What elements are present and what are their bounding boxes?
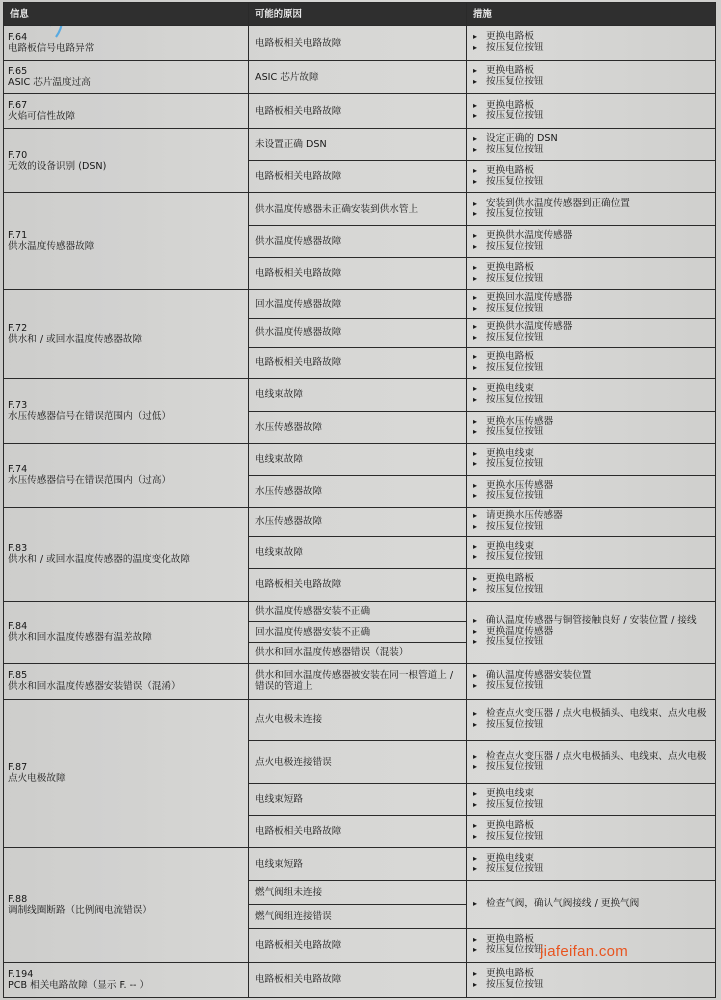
fault-title: 供水和回水温度传感器有温差故障 [8,632,152,644]
action-item: ▸ 按压复位按钮 [473,274,713,285]
info-cell [4,94,249,129]
fault-code-table [3,2,716,998]
action-item: ▸ 按压复位按钮 [473,491,713,502]
info-cell [4,61,249,94]
action-item: ▸ 更换电路板 [473,821,713,832]
action-item: ▸ 更换水压传感器 [473,417,713,428]
fault-code: F.71 [8,230,28,242]
action-item: ▸ 按压复位按钮 [473,762,713,773]
table-header-row [4,3,716,26]
cause-cell: 电路板相关电路故障 [249,816,467,848]
fault-code: F.67 [8,100,28,112]
table-row [4,601,716,622]
fault-code: F.65 [8,66,28,78]
action-item: ▸ 更换电路板 [473,32,713,43]
fault-code: F.84 [8,621,28,633]
action-cell [467,663,716,699]
action-cell [467,881,716,928]
info-cell [4,507,249,601]
action-item: ▸ 按压复位按钮 [473,145,713,156]
action-item: ▸ 按压复位按钮 [473,585,713,596]
info-cell [4,378,249,443]
cause-cell: 电线束故障 [249,443,467,475]
info-cell [4,443,249,507]
action-item: ▸ 按压复位按钮 [473,77,713,88]
fault-code: F.194 [8,968,34,980]
action-cell [467,378,716,411]
table-row [4,290,716,319]
action-cell [467,536,716,568]
info-cell [4,26,249,61]
cause-cell: 供水和回水温度传感器错误（混装） [249,642,467,663]
action-item: ▸ 按压复位按钮 [473,304,713,315]
action-cell [467,507,716,536]
action-cell [467,568,716,601]
watermark-text: jiafeifan.com [540,943,629,960]
action-item: ▸ 更换电线束 [473,542,713,553]
info-cell [4,962,249,997]
table-row [4,94,716,129]
fault-code: F.73 [8,399,28,411]
fault-title: 电路板信号电路异常 [8,43,95,55]
action-item: ▸ 更换电线束 [473,854,713,865]
action-item: ▸ 按压复位按钮 [473,832,713,843]
action-item: ▸ 安装到供水温度传感器到正确位置 [473,199,713,210]
action-item: ▸ 按压复位按钮 [473,333,713,344]
action-item: ▸ 更换电路板 [473,969,713,980]
fault-title: 水压传感器信号在错误范围内（过低） [8,410,172,422]
action-item: ▸ 按压复位按钮 [473,800,713,811]
action-item: ▸ 更换电路板 [473,352,713,363]
action-item: ▸ 按压复位按钮 [473,242,713,253]
action-cell [467,161,716,193]
fault-code: F.87 [8,762,28,774]
cause-cell: 供水温度传感器故障 [249,226,467,258]
cause-cell: 电路板相关电路故障 [249,258,467,290]
action-cell [467,699,716,740]
cause-cell: 供水温度传感器未正确安装到供水管上 [249,193,467,226]
table-row [4,507,716,536]
fault-code: F.70 [8,149,28,161]
action-cell [467,740,716,783]
cause-cell: 燃气阀组未连接 [249,881,467,905]
action-cell [467,226,716,258]
action-item: ▸ 按压复位按钮 [473,177,713,188]
action-item: ▸ 更换供水温度传感器 [473,231,713,242]
cause-cell: 电路板相关电路故障 [249,928,467,962]
action-item: ▸ 按压复位按钮 [473,864,713,875]
fault-code: F.72 [8,322,28,334]
cause-cell: 电线束短路 [249,848,467,881]
action-cell [467,962,716,997]
table-row [4,848,716,881]
action-item: ▸ 按压复位按钮 [473,459,713,470]
action-item: ▸ 按压复位按钮 [473,522,713,533]
action-item: ▸ 更换电路板 [473,166,713,177]
info-cell [4,193,249,290]
cause-cell: 电线束故障 [249,378,467,411]
action-cell [467,411,716,443]
action-item: ▸ 更换电路板 [473,66,713,77]
fault-title: PCB 相关电路故障（显示 F. -- ） [8,979,150,991]
action-cell [467,26,716,61]
table-row [4,663,716,699]
fault-title: 供水和 / 或回水温度传感器故障 [8,333,143,345]
cause-cell: 电路板相关电路故障 [249,962,467,997]
action-item: ▸ 按压复位按钮 [473,427,713,438]
fault-title: 供水和回水温度传感器安装错误（混淆） [8,681,181,693]
cause-cell: 水压传感器故障 [249,507,467,536]
action-item: ▸ 按压复位按钮 [473,980,713,991]
action-item: ▸ 按压复位按钮 [473,209,713,220]
action-item: ▸ 确认温度传感器与铜管接触良好 / 安装位置 / 接线 [473,616,713,627]
action-item: ▸ 检查点火变压器 / 点火电极插头、电线束、点火电极 [473,752,713,763]
action-item: ▸ 请更换水压传感器 [473,511,713,522]
cause-cell: 燃气阀组连接错误 [249,905,467,929]
action-item: ▸ 更换回水温度传感器 [473,293,713,304]
action-item: ▸ 更换电线束 [473,384,713,395]
cause-cell: 电路板相关电路故障 [249,26,467,61]
cause-cell: 水压传感器故障 [249,475,467,507]
action-cell [467,61,716,94]
fault-code: F.64 [8,32,28,44]
fault-title: 供水温度传感器故障 [8,241,95,253]
fault-title: 点火电极故障 [8,773,66,785]
fault-title: 调制线圈断路（比例阀电流错误） [8,905,152,917]
action-item: ▸ 按压复位按钮 [473,637,713,648]
action-cell [467,129,716,161]
action-item: ▸ 更换供水温度传感器 [473,322,713,333]
action-item: ▸ 设定正确的 DSN [473,134,713,145]
action-item: ▸ 检查点火变压器 / 点火电极插头、电线束、点火电极 [473,709,713,720]
info-cell [4,129,249,193]
table-row [4,699,716,740]
action-item: ▸ 按压复位按钮 [473,43,713,54]
action-cell [467,319,716,348]
action-item: ▸ 按压复位按钮 [473,363,713,374]
table-row [4,193,716,226]
cause-cell: 水压传感器故障 [249,411,467,443]
fault-code: F.74 [8,464,28,476]
table-row [4,61,716,94]
info-cell [4,290,249,379]
cause-cell: 点火电极未连接 [249,699,467,740]
cause-cell: 电路板相关电路故障 [249,347,467,378]
action-item: ▸ 按压复位按钮 [473,552,713,563]
cause-cell: 供水温度传感器安装不正确 [249,601,467,622]
action-cell [467,443,716,475]
info-cell [4,663,249,699]
fault-title: 火焰可信性故障 [8,111,76,123]
cause-cell: 点火电极连接错误 [249,740,467,783]
cause-cell: 电路板相关电路故障 [249,161,467,193]
info-cell [4,848,249,963]
cause-cell: 电路板相关电路故障 [249,94,467,129]
action-cell [467,193,716,226]
action-item: ▸ 更换电路板 [473,935,713,946]
action-cell [467,258,716,290]
table-row [4,26,716,61]
action-item: ▸ 按压复位按钮 [473,111,713,122]
action-item: ▸ 按压复位按钮 [473,395,713,406]
action-item: ▸ 更换电路板 [473,101,713,112]
action-cell [467,290,716,319]
action-cell [467,94,716,129]
action-item: ▸ 按压复位按钮 [473,720,713,731]
action-item: ▸ 更换电路板 [473,574,713,585]
action-item: ▸ 更换电线束 [473,449,713,460]
table-row [4,962,716,997]
action-cell [467,784,716,816]
action-item: ▸ 按压复位按钮 [473,945,713,956]
table-row [4,129,716,161]
action-cell [467,816,716,848]
header-info: 信息 [4,3,249,26]
action-cell [467,601,716,663]
fault-title: ASIC 芯片温度过高 [8,77,91,89]
fault-title: 无效的设备识别 (DSN) [8,160,107,172]
info-cell [4,699,249,848]
cause-cell: 电路板相关电路故障 [249,568,467,601]
action-item: ▸ 更换水压传感器 [473,481,713,492]
action-item: ▸ 按压复位按钮 [473,681,713,692]
action-item: ▸ 检查气阀，确认气阀接线 / 更换气阀 [473,899,713,910]
action-item: ▸ 更换电线束 [473,789,713,800]
cause-cell: 电线束故障 [249,536,467,568]
fault-code: F.88 [8,894,28,906]
cause-cell: 供水温度传感器故障 [249,319,467,348]
cause-cell: 供水和回水温度传感器被安装在同一根管道上 / 错误的管道上 [249,663,467,699]
action-cell [467,848,716,881]
header-action: 措施 [467,3,716,26]
fault-code: F.85 [8,670,28,682]
action-cell [467,347,716,378]
table-row [4,378,716,411]
action-item: ▸ 更换电路板 [473,263,713,274]
fault-title: 水压传感器信号在错误范围内（过高） [8,475,172,487]
cause-cell: 未设置正确 DSN [249,129,467,161]
action-item: ▸ 确认温度传感器安装位置 [473,671,713,682]
header-cause: 可能的原因 [249,3,467,26]
table-row [4,443,716,475]
fault-code: F.83 [8,543,28,555]
cause-cell: 回水温度传感器故障 [249,290,467,319]
cause-cell: 电线束短路 [249,784,467,816]
action-cell [467,475,716,507]
info-cell [4,601,249,663]
action-item: ▸ 更换温度传感器 [473,627,713,638]
cause-cell: 回水温度传感器安装不正确 [249,622,467,643]
cause-cell: ASIC 芯片故障 [249,61,467,94]
fault-title: 供水和 / 或回水温度传感器的温度变化故障 [8,554,191,566]
